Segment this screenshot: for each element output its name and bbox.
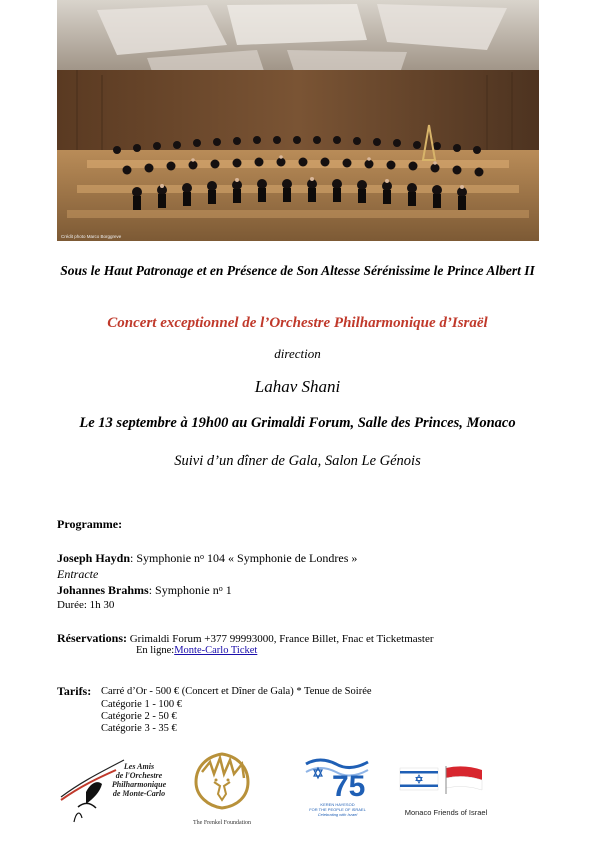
brahms-work-sup: o <box>218 584 223 593</box>
kkl-line2: FOR THE PEOPLE OF ISRAEL <box>309 807 366 812</box>
tarifs-label: Tarifs: <box>57 684 92 698</box>
online-reservations <box>136 645 257 656</box>
reservations-text: Grimaldi Forum +377 99993000, France Billet, Fnac et Ticketmaster <box>126 633 434 645</box>
programme-haydn <box>57 551 357 566</box>
brahms-work-pre: : Symphonie n <box>148 583 219 597</box>
concert-title: Concert exceptionnel de l’Orchestre Philharmonique d’Israël <box>107 315 488 331</box>
online-label: En ligne: <box>136 645 175 656</box>
israel-75-icon <box>302 756 372 800</box>
tarif-line: Carré d’Or - 500 € (Concert et Dîner de Gala) * Tenue de Soirée <box>101 686 372 697</box>
haydn-work-post: 104 « Symphonie de Londres » <box>204 551 358 565</box>
tarif-line: Catégorie 2 - 50 € <box>101 711 177 722</box>
amis-line: Philharmonique <box>111 780 167 789</box>
programme-brahms <box>57 583 232 598</box>
amis-line: de l'Orchestre <box>115 771 163 780</box>
flags-icon <box>398 764 488 794</box>
lion-icon <box>192 752 252 810</box>
frenkel-label: The Frenkel Foundation <box>193 820 251 826</box>
monte-carlo-ticket-link[interactable]: Monte-Carlo Ticket <box>174 645 258 656</box>
orchestra-photo <box>57 0 539 241</box>
frenkel-foundation-logo <box>186 752 258 827</box>
haydn-work-pre: : Symphonie n <box>130 551 201 565</box>
gala-line: Suivi d’un dîner de Gala, Salon Le Génois <box>174 453 421 469</box>
amis-line: Les Amis <box>123 762 155 771</box>
photo-credit: Crédit photo Marco Borggreve <box>61 234 122 239</box>
keren-hayesod-logo <box>300 756 375 826</box>
monaco-friends-label: Monaco Friends of Israel <box>404 808 488 817</box>
amis-orchestre-logo <box>56 752 176 827</box>
reservations <box>57 631 434 646</box>
reservations-label: Réservations: <box>57 631 127 645</box>
duration: Durée: 1h 30 <box>57 599 115 611</box>
direction-label: direction <box>274 346 321 361</box>
kkl-number: 75 <box>332 770 366 800</box>
entracte: Entracte <box>57 567 99 581</box>
conductor-name: Lahav Shani <box>254 377 341 396</box>
haydn-work-sup: o <box>200 552 205 561</box>
kkl-line1: KEREN HAYESOD <box>320 802 355 807</box>
amis-line: de Monte-Carlo <box>112 789 166 798</box>
tarif-line: Catégorie 1 - 100 € <box>101 699 183 710</box>
composer-haydn: Joseph Haydn <box>57 551 131 565</box>
kkl-line3: Celebrating with Israel <box>317 812 358 817</box>
patronage-line: Sous le Haut Patronage et en Présence de Son Altesse Sérénissime le Prince Albert II <box>60 263 535 278</box>
date-venue-line: Le 13 septembre à 19h00 au Grimaldi Forum, Salle des Princes, Monaco <box>79 415 516 431</box>
tarif-line: Catégorie 3 - 35 € <box>101 723 177 734</box>
brahms-work-post: 1 <box>222 583 232 597</box>
programme-heading: Programme: <box>57 517 123 531</box>
composer-brahms: Johannes Brahms <box>57 583 149 597</box>
monaco-friends-logo <box>396 764 496 824</box>
